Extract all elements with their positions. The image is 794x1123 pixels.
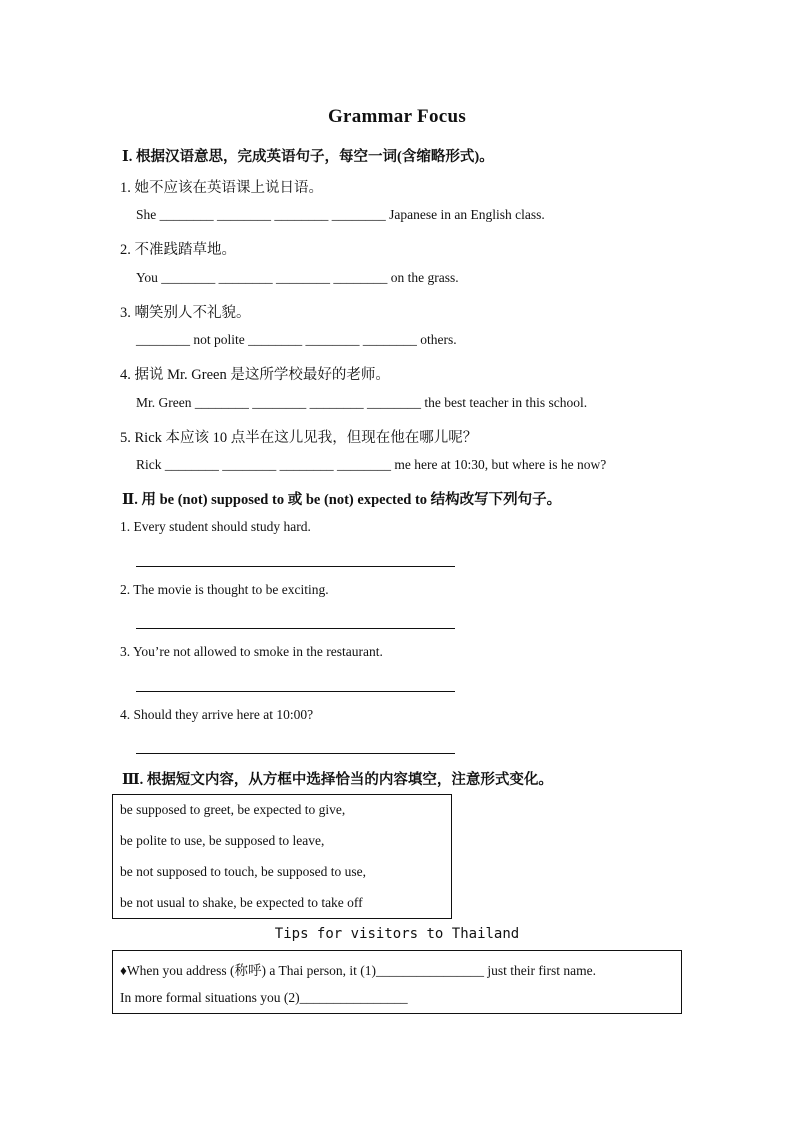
s2-answer-line-3 — [136, 691, 455, 692]
passage-title: Tips for visitors to Thailand — [274, 926, 520, 942]
section-1-heading: Ⅰ. 根据汉语意思，完成英语句子，每空一词(含缩略形式)。 — [122, 149, 494, 165]
s2-item-1: 1. Every student should study hard. — [120, 519, 311, 534]
passage-line-1: ♦When you address (称呼) a Thai person, it (1)________________ just their first name. — [120, 963, 597, 978]
passage-box — [112, 950, 682, 1014]
s2-answer-line-1 — [136, 566, 455, 567]
s1-prompt-1: 1. 她不应该在英语课上说日语。 — [120, 180, 323, 196]
s1-prompt-3: 3. 嘲笑别人不礼貌。 — [120, 305, 251, 321]
s1-answer-2: You ________ ________ ________ ________ on the grass. — [136, 270, 459, 285]
s1-prompt-4: 4. 据说 Mr. Green 是这所学校最好的老师。 — [120, 367, 390, 383]
section-2-heading: Ⅱ. 用 be (not) supposed to 或 be (not) expected to 结构改写下列句子。 — [122, 492, 562, 508]
page-title: Grammar Focus — [327, 106, 467, 127]
s2-item-4: 4. Should they arrive here at 10:00? — [120, 707, 314, 722]
passage-line-2: In more formal situations you (2)________________ — [120, 990, 408, 1005]
word-bank-option-2: be polite to use, be supposed to leave, — [120, 833, 325, 848]
word-bank-option-4: be not usual to shake, be expected to take off — [120, 895, 363, 910]
s2-answer-line-2 — [136, 628, 455, 629]
s2-item-3: 3. You’re not allowed to smoke in the restaurant. — [120, 644, 383, 659]
s2-item-2: 2. The movie is thought to be exciting. — [120, 582, 329, 597]
section-3-heading: Ⅲ. 根据短文内容，从方框中选择恰当的内容填空，注意形式变化。 — [122, 772, 553, 788]
s2-answer-line-4 — [136, 753, 455, 754]
s1-answer-1: She ________ ________ ________ ________ Japanese in an English class. — [136, 207, 545, 222]
s1-answer-5: Rick ________ ________ ________ ________ me here at 10:30, but where is he now? — [136, 457, 607, 472]
s1-prompt-2: 2. 不准践踏草地。 — [120, 242, 236, 258]
s1-answer-4: Mr. Green ________ ________ ________ ________ the best teacher in this school. — [136, 395, 588, 410]
s1-prompt-5: 5. Rick 本应该 10 点半在这儿见我，但现在他在哪儿呢？ — [120, 430, 478, 446]
s1-answer-3: ________ not polite ________ ________ ________ others. — [136, 332, 457, 347]
word-bank-box — [112, 794, 452, 919]
word-bank-option-3: be not supposed to touch, be supposed to use, — [120, 864, 366, 879]
word-bank-option-1: be supposed to greet, be expected to give, — [120, 802, 346, 817]
